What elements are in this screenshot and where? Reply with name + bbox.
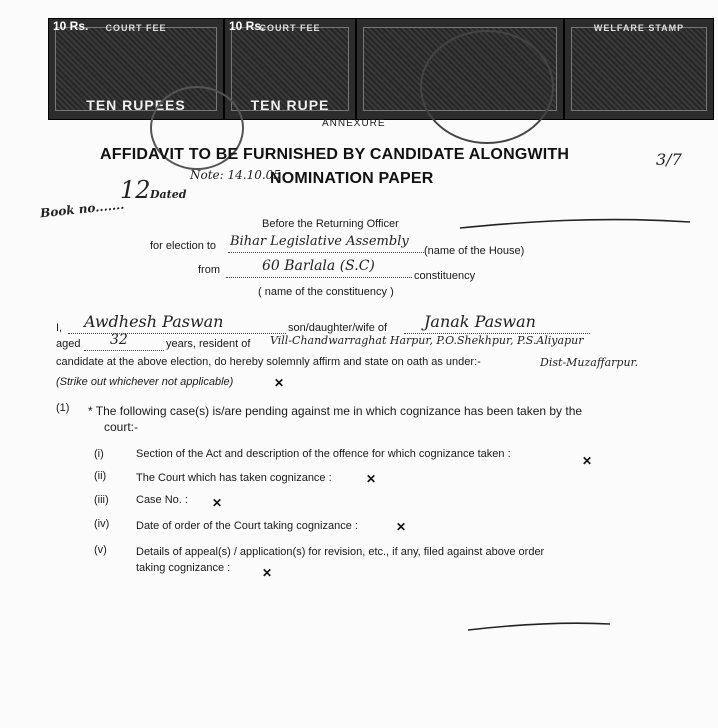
section1-text-line1: * The following case(s) is/are pending against me in which cognizance has been taken by the bbox=[88, 404, 583, 418]
note-handwritten: Note: 14.10.05 bbox=[190, 168, 281, 182]
item-number: (iii) bbox=[94, 494, 109, 506]
age-dotted-line bbox=[84, 350, 164, 351]
stamp-top-text: WELFARE STAMP bbox=[593, 23, 685, 33]
stamp-caption: TEN RUPE bbox=[250, 97, 330, 113]
court-fee-stamp-2 bbox=[224, 18, 356, 120]
i-label: I, bbox=[56, 322, 63, 334]
from-suffix: constituency bbox=[414, 270, 476, 282]
aged-label: aged bbox=[56, 338, 81, 350]
strike-note: (Strike out whichever not applicable) bbox=[56, 376, 234, 388]
affidavit-title-line1: AFFIDAVIT TO BE FURNISHED BY CANDIDATE ALONGWITH bbox=[100, 146, 570, 163]
section1-number: (1) bbox=[56, 402, 70, 414]
election-value: Bihar Legislative Assembly bbox=[230, 234, 409, 249]
item-number: (iv) bbox=[94, 518, 110, 530]
from-label: from bbox=[198, 264, 220, 276]
cross-mark: ✕ bbox=[212, 496, 223, 510]
item-text: Date of order of the Court taking cognizance : bbox=[136, 520, 358, 532]
election-dotted-line bbox=[228, 252, 424, 253]
cross-mark: ✕ bbox=[366, 472, 377, 486]
cross-mark: ✕ bbox=[274, 376, 285, 390]
relation-label: son/daughter/wife of bbox=[288, 322, 388, 334]
before-returning-officer: Before the Returning Officer bbox=[262, 218, 399, 230]
years-label: years, resident of bbox=[166, 338, 251, 350]
item5-line2: taking cognizance : bbox=[136, 562, 231, 574]
item-text: Case No. : bbox=[136, 494, 188, 506]
constituency-note: ( name of the constituency ) bbox=[258, 286, 394, 298]
stamp-caption: TEN RUPEES bbox=[86, 97, 186, 113]
dated-label: Dated bbox=[150, 188, 187, 201]
item-text: Details of appeal(s) / application(s) for revision, etc., if any, filed against above order bbox=[136, 546, 545, 558]
book-no-value: 12 bbox=[120, 176, 151, 204]
book-no-label: Book no....... bbox=[39, 197, 125, 221]
district-value: Dist-Muzaffarpur. bbox=[540, 356, 639, 369]
from-dotted-line bbox=[226, 277, 412, 278]
item-number: (i) bbox=[94, 448, 104, 460]
stamp-denomination: 10 Rs. bbox=[53, 19, 89, 33]
item-text: The Court which has taken cognizance : bbox=[136, 472, 332, 484]
from-value: 60 Barlala (S.C) bbox=[262, 258, 375, 274]
item-number: (ii) bbox=[94, 470, 107, 482]
cross-mark: ✕ bbox=[396, 520, 407, 534]
page-marker: 3/7 bbox=[656, 150, 682, 169]
cross-mark: ✕ bbox=[582, 454, 593, 468]
father-name: Janak Paswan bbox=[424, 312, 536, 331]
affidavit-title-line2: NOMINATION PAPER bbox=[270, 170, 434, 187]
annexure-label: ANNEXURE bbox=[322, 118, 386, 129]
item-number: (v) bbox=[94, 544, 107, 556]
stamp-top-text: COURT FEE bbox=[105, 23, 167, 33]
age-value: 32 bbox=[110, 332, 128, 348]
section1-text-line2: court:- bbox=[104, 420, 139, 434]
item-text: Section of the Act and description of the offence for which cognizance taken : bbox=[136, 448, 511, 460]
candidate-name: Awdhesh Paswan bbox=[84, 312, 224, 331]
name-dotted-line bbox=[68, 333, 286, 334]
stamp-top-text: COURT FEE bbox=[259, 23, 321, 33]
cross-mark: ✕ bbox=[262, 566, 273, 580]
declaration-line3: candidate at the above election, do hereby solemnly affirm and state on oath as under:- bbox=[56, 356, 481, 368]
election-label: for election to bbox=[150, 240, 217, 252]
notary-seal-round bbox=[420, 30, 554, 144]
residence-value: Vill-Chandwarraghat Harpur, P.O.Shekhpur, P.S.Aliyapur bbox=[270, 334, 584, 347]
welfare-stamp bbox=[564, 18, 714, 120]
stamp-denomination: 10 Rs. bbox=[229, 19, 265, 33]
election-suffix: (name of the House) bbox=[424, 245, 525, 257]
